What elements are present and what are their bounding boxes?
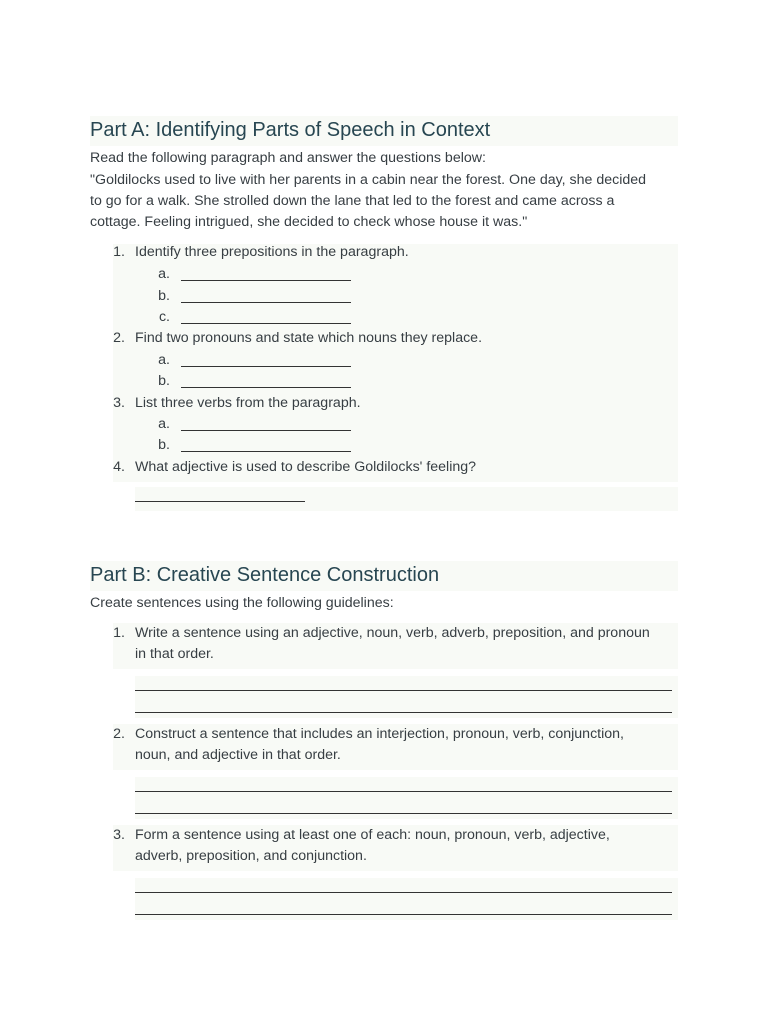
question-text-line-2: in that order. <box>135 646 214 662</box>
part-a-title: Part A: Identifying Parts of Speech in Context <box>90 116 678 146</box>
answer-blank[interactable] <box>181 371 351 388</box>
part-b-instruction: Create sentences using the following guidelines: <box>90 595 394 611</box>
sub-item-label: a. <box>158 352 170 368</box>
sub-item-label: b. <box>158 437 170 453</box>
sub-item-label: c. <box>158 309 170 325</box>
answer-line[interactable] <box>135 813 672 814</box>
answer-blank[interactable] <box>181 435 351 452</box>
question-text-line-2: noun, and adjective in that order. <box>135 747 341 763</box>
sub-item-label: a. <box>158 416 170 432</box>
question-number: 4. <box>113 459 125 475</box>
answer-line[interactable] <box>135 914 672 915</box>
question-text-line-2: adverb, preposition, and conjunction. <box>135 848 367 864</box>
question-text: Identify three prepositions in the paragraph. <box>135 244 409 260</box>
question-text-line-1: Form a sentence using at least one of each: noun, pronoun, verb, adjective, <box>135 827 610 843</box>
answer-blank[interactable] <box>181 414 351 431</box>
question-text: Find two pronouns and state which nouns they replace. <box>135 330 483 346</box>
part-b-title: Part B: Creative Sentence Construction <box>90 561 678 591</box>
question-number: 3. <box>113 827 125 843</box>
sub-item-label: b. <box>158 288 170 304</box>
question-number: 1. <box>113 244 125 260</box>
question-number: 1. <box>113 625 125 641</box>
answer-blank[interactable] <box>181 264 351 281</box>
answer-line[interactable] <box>135 892 672 893</box>
answer-line[interactable] <box>135 712 672 713</box>
paragraph-line-1: "Goldilocks used to live with her parents in a cabin near the forest. One day, she decided <box>90 172 647 188</box>
answer-blank[interactable] <box>181 307 351 324</box>
paragraph-line-3: cottage. Feeling intrigued, she decided to check whose house it was." <box>90 214 528 230</box>
question-text-line-1: Construct a sentence that includes an interjection, pronoun, verb, conjunction, <box>135 726 624 742</box>
answer-blank[interactable] <box>181 286 351 303</box>
question-number: 2. <box>113 330 125 346</box>
sub-item-label: b. <box>158 373 170 389</box>
answer-line[interactable] <box>135 690 672 691</box>
part-a-instruction: Read the following paragraph and answer the questions below: <box>90 150 486 166</box>
paragraph-line-2: to go for a walk. She strolled down the lane that led to the forest and came across a <box>90 193 615 209</box>
answer-blank[interactable] <box>135 485 305 502</box>
question-number: 2. <box>113 726 125 742</box>
answer-line[interactable] <box>135 791 672 792</box>
answer-blank[interactable] <box>181 350 351 367</box>
sub-item-label: a. <box>158 266 170 282</box>
question-text: List three verbs from the paragraph. <box>135 395 361 411</box>
question-text-line-1: Write a sentence using an adjective, noun, verb, adverb, preposition, and pronoun <box>135 625 650 641</box>
question-text: What adjective is used to describe Goldilocks' feeling? <box>135 459 477 475</box>
question-number: 3. <box>113 395 125 411</box>
